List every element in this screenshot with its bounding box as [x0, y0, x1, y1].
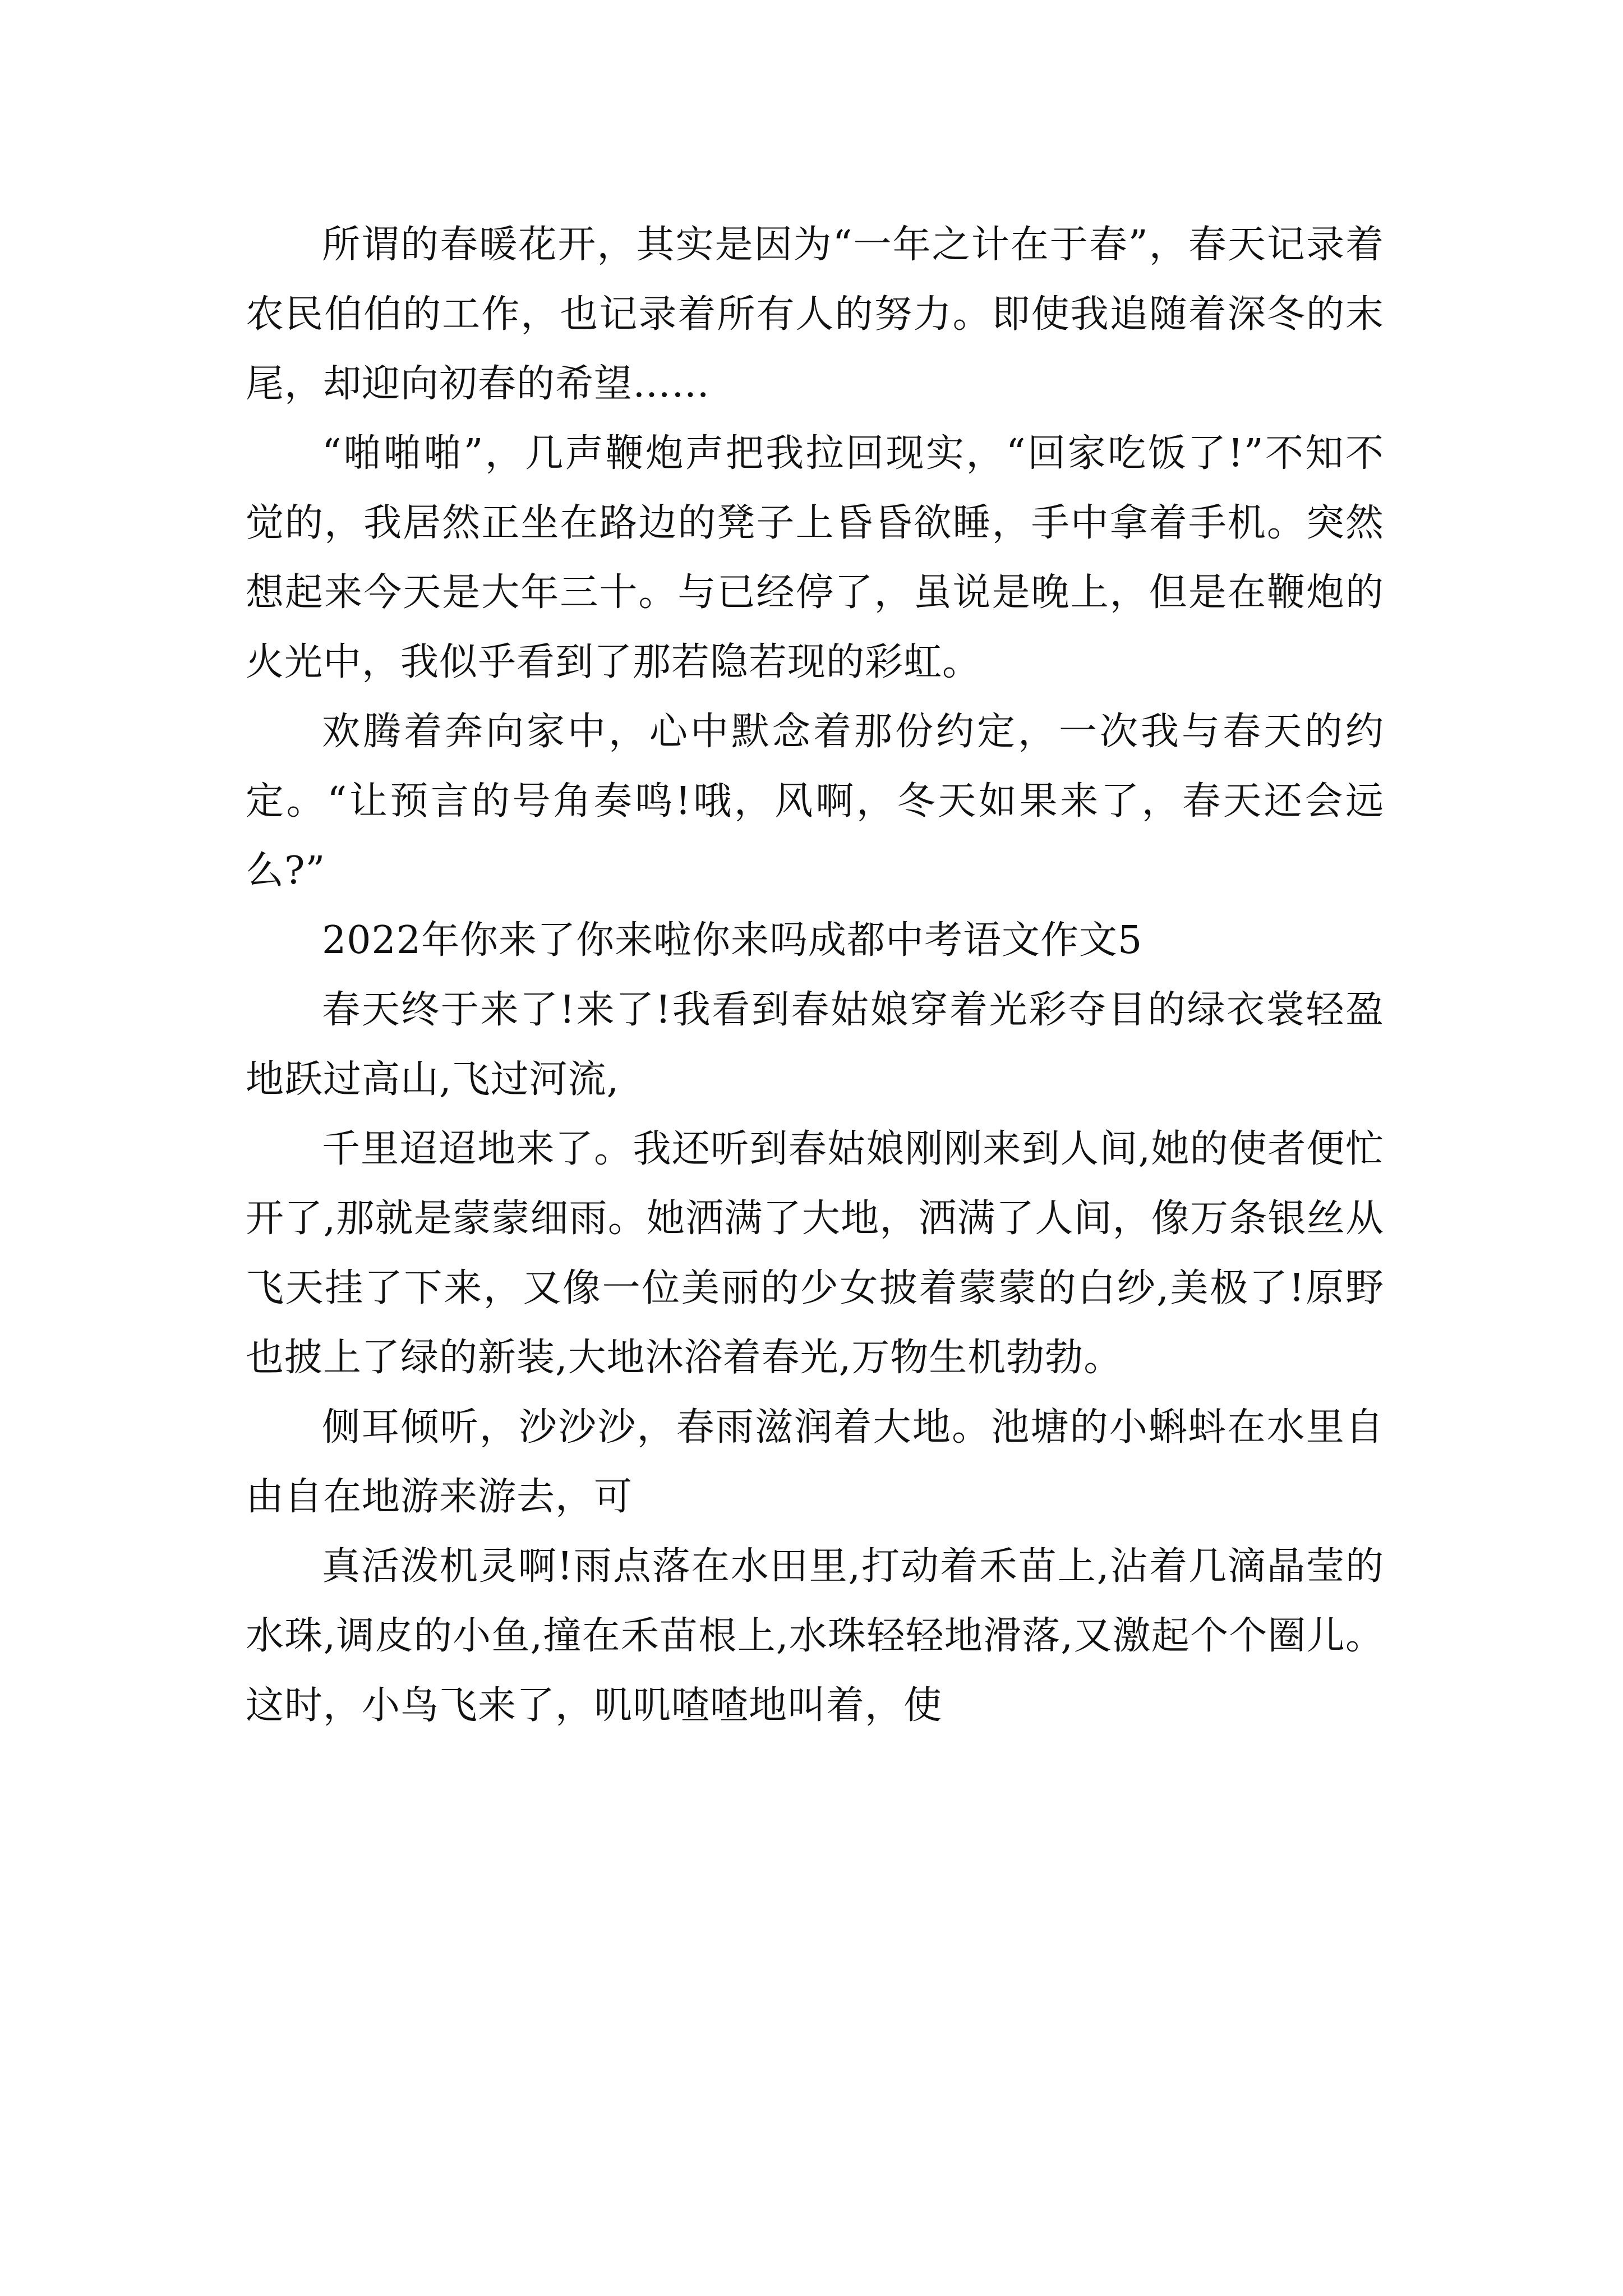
- essay-title: 2022年你来了你来啦你来吗成都中考语文作文5: [322, 918, 1143, 963]
- paragraph-promise: 欢腾着奔向家中，心中默念着那份约定，一次我与春天的约定。“让预言的号角奏鸣!哦，风啊，冬天如果来了，春天还会远么?”: [246, 710, 1384, 893]
- paragraph-listen: 侧耳倾听，沙沙沙，春雨滋润着大地。池塘的小蝌蚪在水里自由自在地游来游去，可: [246, 1405, 1384, 1519]
- document-body: [246, 210, 1384, 1741]
- paragraph-drizzle: 千里迢迢地来了。我还听到春姑娘刚刚来到人间,她的使者便忙开了,那就是蒙蒙细雨。她洒满了大地，洒满了人间，像万条银丝从飞天挂了下来，又像一位美丽的少女披着蒙蒙的白纱,美极了!原野也披上了绿的新装,大地沐浴着春光,万物生机勃勃。: [246, 1127, 1384, 1380]
- paragraph-spring-meaning: 所谓的春暖花开，其实是因为“一年之计在于春”，春天记录着农民伯伯的工作，也记录着所有人的努力。即使我追随着深冬的末尾，却迎向初春的希望……: [246, 223, 1384, 406]
- paragraph-lively: 真活泼机灵啊!雨点落在水田里,打动着禾苗上,沾着几滴晶莹的水珠,调皮的小鱼,撞在禾苗根上,水珠轻轻地滑落,又激起个个圈儿。这时，小鸟飞来了，叽叽喳喳地叫着，使: [246, 1544, 1384, 1728]
- paragraph-firecrackers: “啪啪啪”，几声鞭炮声把我拉回现实，“回家吃饭了!”不知不觉的，我居然正坐在路边的凳子上昏昏欲睡，手中拿着手机。突然想起来今天是大年三十。与已经停了，虽说是晚上，但是在鞭炮的火光中，我似乎看到了那若隐若现的彩虹。: [246, 431, 1384, 684]
- paragraph-spring-arrives: 春天终于来了!来了!我看到春姑娘穿着光彩夺目的绿衣裳轻盈地跃过高山,飞过河流,: [246, 988, 1384, 1102]
